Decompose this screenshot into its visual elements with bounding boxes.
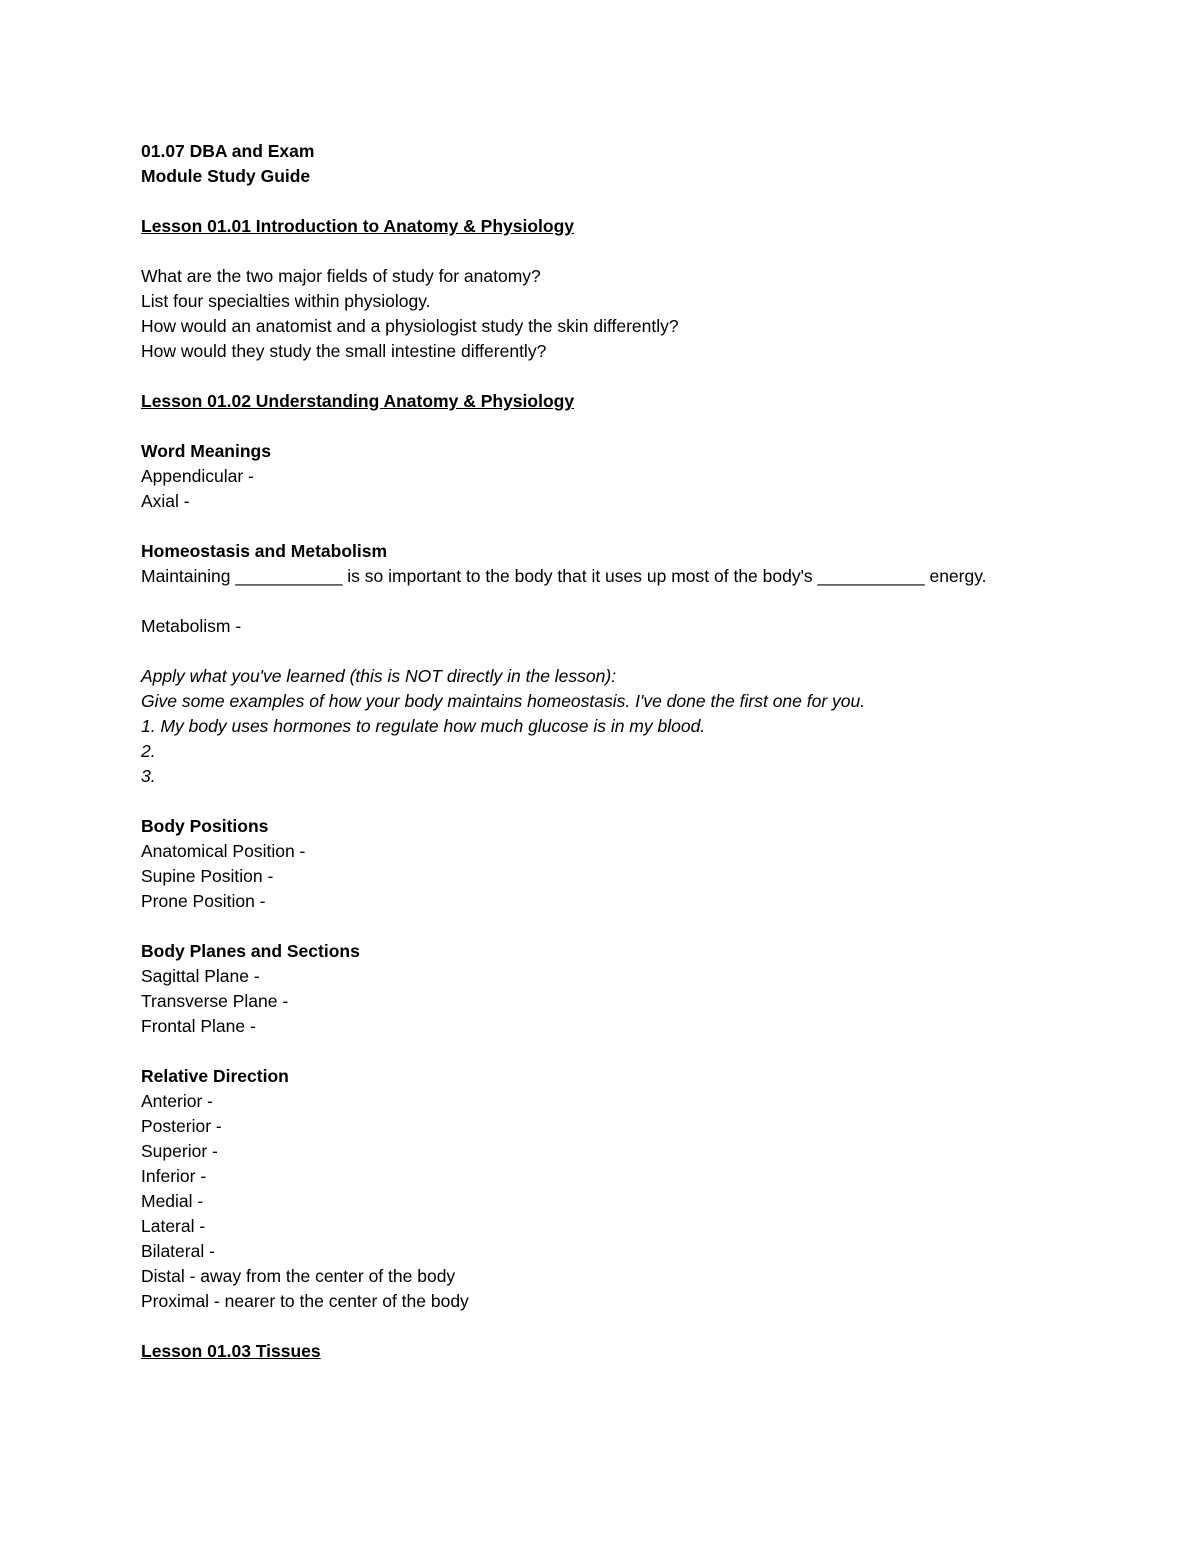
spacer (141, 1314, 1141, 1339)
term-line: Anterior - (141, 1091, 213, 1111)
spacer (141, 414, 1141, 439)
spacer (141, 789, 1141, 814)
term-line: Anatomical Position - (141, 841, 306, 861)
term-line: Lateral - (141, 1216, 206, 1236)
spacer (141, 239, 1141, 264)
apply-item: 2. (141, 741, 156, 761)
section-heading-body-positions: Body Positions (141, 816, 269, 836)
term-line: Frontal Plane - (141, 1016, 256, 1036)
apply-item: 3. (141, 766, 156, 786)
term-line: Appendicular - (141, 466, 254, 486)
question-line: List four specialties within physiology. (141, 291, 431, 311)
term-line: Axial - (141, 491, 190, 511)
apply-prompt: Give some examples of how your body maintains homeostasis. I've done the first one for you. (141, 691, 866, 711)
apply-item: 1. My body uses hormones to regulate how much glucose is in my blood. (141, 716, 706, 736)
term-line: Transverse Plane - (141, 991, 289, 1011)
apply-intro: Apply what you've learned (this is NOT directly in the lesson): (141, 666, 617, 686)
term-line: Prone Position - (141, 891, 266, 911)
section-heading-word-meanings: Word Meanings (141, 441, 271, 461)
spacer (141, 639, 1141, 664)
term-line: Superior - (141, 1141, 218, 1161)
question-line: How would an anatomist and a physiologist study the skin differently? (141, 316, 679, 336)
term-line: Supine Position - (141, 866, 274, 886)
spacer (141, 189, 1141, 214)
term-line: Medial - (141, 1191, 204, 1211)
spacer (141, 514, 1141, 539)
term-line: Metabolism - (141, 616, 242, 636)
lesson-heading-01-03: Lesson 01.03 Tissues (141, 1341, 321, 1361)
lesson-heading-01-01: Lesson 01.01 Introduction to Anatomy & Physiology (141, 216, 575, 236)
spacer (141, 914, 1141, 939)
section-heading-body-planes: Body Planes and Sections (141, 941, 360, 961)
term-line: Bilateral - (141, 1241, 215, 1261)
fill-in-sentence: Maintaining ___________ is so important to the body that it uses up most of the body's ___________ energy. (141, 566, 987, 586)
question-line: How would they study the small intestine differently? (141, 341, 547, 361)
term-line: Inferior - (141, 1166, 207, 1186)
spacer (141, 589, 1141, 614)
term-line: Posterior - (141, 1116, 222, 1136)
question-line: What are the two major fields of study for anatomy? (141, 266, 541, 286)
spacer (141, 1039, 1141, 1064)
lesson-heading-01-02: Lesson 01.02 Understanding Anatomy & Physiology (141, 391, 575, 411)
section-heading-relative-direction: Relative Direction (141, 1066, 289, 1086)
document-page (141, 139, 1141, 1364)
spacer (141, 364, 1141, 389)
term-line: Distal - away from the center of the body (141, 1266, 456, 1286)
document-subtitle: Module Study Guide (141, 166, 311, 186)
section-heading-homeostasis: Homeostasis and Metabolism (141, 541, 388, 561)
term-line: Sagittal Plane - (141, 966, 260, 986)
term-line: Proximal - nearer to the center of the body (141, 1291, 469, 1311)
document-title: 01.07 DBA and Exam (141, 141, 315, 161)
